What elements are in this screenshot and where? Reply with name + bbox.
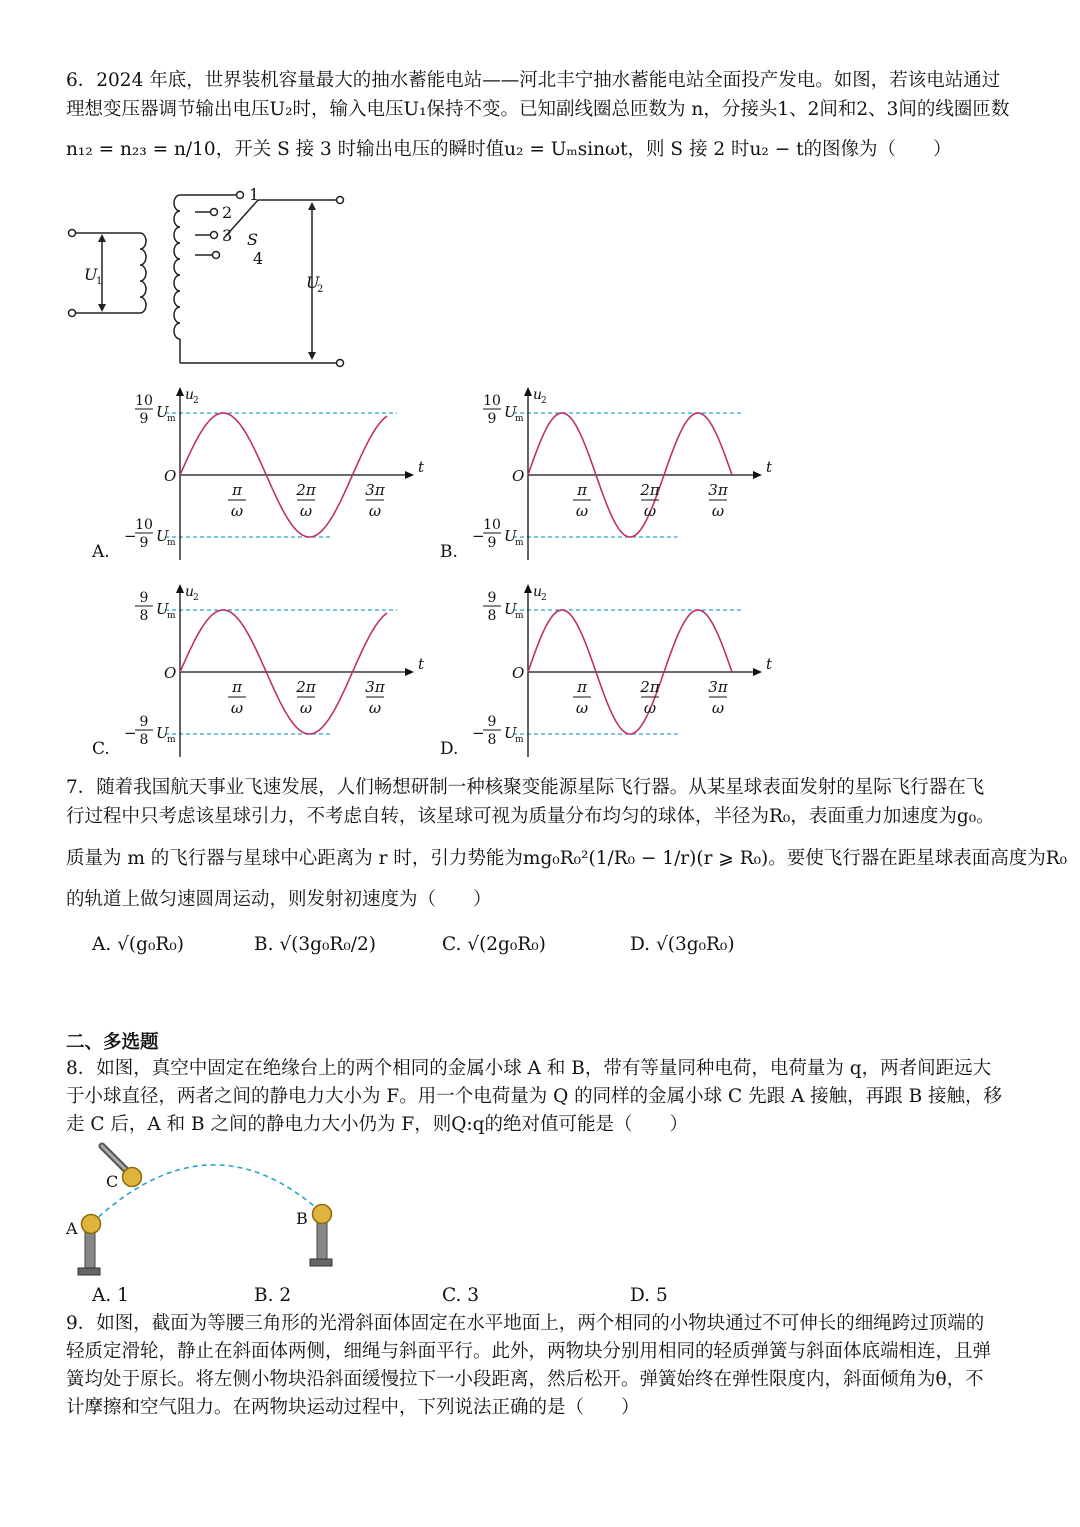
x-tick-numerator: 3π — [708, 481, 728, 499]
x-axis-arrow — [405, 471, 414, 479]
graph-a — [90, 385, 430, 570]
origin-label: O — [164, 467, 177, 485]
q6-line-2: 理想变压器调节输出电压U₂时，输入电压U₁保持不变。已知副线圈总匝数为 n，分接头1、2间和2、3间的线圈匝数 — [66, 99, 1010, 120]
x-tick-denominator: ω — [368, 502, 382, 520]
graph-c — [90, 582, 430, 767]
amp-numerator: 9 — [139, 590, 149, 606]
amp-numerator: 9 — [487, 590, 497, 606]
amp-neg-um-subscript: m — [515, 735, 524, 745]
x-tick-numerator: π — [232, 678, 242, 696]
amp-neg-numerator: 9 — [487, 714, 497, 730]
amp-um-subscript: m — [515, 414, 524, 424]
amp-neg-um: U — [504, 724, 517, 742]
origin-label: O — [164, 664, 177, 682]
amp-um-subscript: m — [167, 611, 176, 621]
x-tick-numerator: π — [577, 678, 587, 696]
x-tick-denominator: ω — [299, 502, 313, 520]
x-tick-denominator: ω — [711, 699, 725, 717]
x-tick-numerator: 2π — [296, 678, 316, 696]
y-axis-arrow — [524, 584, 532, 593]
x-tick-denominator: ω — [230, 502, 244, 520]
q9-line-2: 轻质定滑轮，静止在斜面体两侧，细绳与斜面平行。此外，两物块分别用相同的轻质弹簧与斜面体底端相连，且弹 — [66, 1341, 992, 1362]
amp-um: U — [504, 600, 517, 618]
q9-line-1: 9．如图，截面为等腰三角形的光滑斜面体固定在水平地面上，两个相同的小物块通过不可伸长的细绳跨过顶端的 — [66, 1313, 985, 1334]
q8-option-b[interactable]: B. 2 — [254, 1285, 292, 1306]
amp-denominator: 9 — [139, 411, 149, 427]
x-axis-arrow — [753, 668, 762, 676]
u2-subscript: 2 — [317, 284, 324, 295]
sphere-b-label: B — [296, 1209, 308, 1228]
neg-sign: − — [124, 527, 137, 545]
y-axis-label: u — [533, 584, 543, 600]
tap-2-label: 2 — [222, 203, 233, 222]
x-tick-numerator: 3π — [365, 678, 385, 696]
x-tick-numerator: π — [577, 481, 587, 499]
graph-b — [438, 385, 778, 570]
x-tick-numerator: π — [232, 481, 242, 499]
amp-um-subscript: m — [515, 611, 524, 621]
tap-3-label: 3 — [222, 226, 233, 245]
x-tick-denominator: ω — [643, 699, 657, 717]
sphere-b — [313, 1205, 332, 1224]
x-tick-numerator: 2π — [640, 678, 660, 696]
x-tick-denominator: ω — [230, 699, 244, 717]
x-axis-label: t — [418, 458, 425, 476]
q9-line-3: 簧均处于原长。将左侧小物块沿斜面缓慢拉下一小段距离，然后松开。弹簧始终在弹性限度内，斜面倾角为θ，不 — [66, 1369, 984, 1390]
neg-sign: − — [472, 527, 485, 545]
x-tick-denominator: ω — [299, 699, 313, 717]
sphere-c-label: C — [106, 1172, 119, 1191]
amp-neg-um-subscript: m — [167, 538, 176, 548]
x-tick-denominator: ω — [711, 502, 725, 520]
amp-denominator: 8 — [487, 608, 497, 624]
graph-option-letter: D. — [440, 739, 459, 759]
amp-neg-denominator: 8 — [139, 732, 149, 748]
q8-line-2: 于小球直径，两者之间的静电力大小为 F。用一个电荷量为 Q 的同样的金属小球 C 先跟 A 接触，再跟 B 接触，移 — [66, 1086, 1003, 1107]
amp-um-subscript: m — [167, 414, 176, 424]
amp-denominator: 9 — [487, 411, 497, 427]
y-axis-label: u — [185, 387, 195, 403]
origin-label: O — [512, 467, 525, 485]
amp-numerator: 10 — [135, 393, 153, 409]
u1-subscript: 1 — [96, 276, 103, 287]
x-axis-label: t — [766, 655, 773, 673]
graph-d — [438, 582, 778, 767]
x-axis-arrow — [753, 471, 762, 479]
x-tick-numerator: 2π — [296, 481, 316, 499]
q9-line-4: 计摩擦和空气阻力。在两物块运动过程中，下列说法正确的是（ ） — [66, 1397, 640, 1418]
y-axis-label-subscript: 2 — [541, 396, 547, 406]
graph-option-letter: B. — [440, 542, 458, 562]
q8-line-1: 8．如图，真空中固定在绝缘台上的两个相同的金属小球 A 和 B，带有等量同种电荷，电荷量为 q，两者间距远大 — [66, 1058, 992, 1079]
y-axis-label-subscript: 2 — [193, 593, 199, 603]
y-axis-arrow — [176, 387, 184, 396]
amp-neg-um-subscript: m — [515, 538, 524, 548]
amp-neg-denominator: 9 — [487, 535, 497, 551]
charged-spheres-diagram — [60, 1140, 360, 1285]
y-axis-arrow — [176, 584, 184, 593]
x-axis-label: t — [418, 655, 425, 673]
q7-line-2: 行过程中只考虑该星球引力，不考虑自转，该星球可视为质量分布均匀的球体，半径为R₀，表面重力加速度为g₀。 — [66, 806, 995, 827]
u2-label: U — [306, 273, 320, 292]
q8-option-c[interactable]: C. 3 — [442, 1285, 480, 1306]
amp-neg-denominator: 9 — [139, 535, 149, 551]
q7-option-b[interactable]: B. √(3g₀R₀/2) — [254, 934, 376, 955]
amp-numerator: 10 — [483, 393, 501, 409]
q7-line-4: 的轨道上做匀速圆周运动，则发射初速度为（ ） — [66, 889, 492, 910]
q7-option-c[interactable]: C. √(2g₀R₀) — [442, 934, 546, 955]
q7-line-3: 质量为 m 的飞行器与星球中心距离为 r 时，引力势能为mg₀R₀²(1/R₀ − 1/r)(r ⩾ R₀)。要使飞行器在距星球表面高度为R₀ — [66, 848, 1068, 869]
x-axis-arrow — [405, 668, 414, 676]
u1-label: U — [84, 265, 98, 284]
x-tick-denominator: ω — [575, 502, 589, 520]
q8-option-d[interactable]: D. 5 — [630, 1285, 668, 1306]
switch-label: S — [247, 230, 258, 249]
x-tick-denominator: ω — [575, 699, 589, 717]
q8-option-a[interactable]: A. 1 — [92, 1285, 129, 1306]
amp-um: U — [156, 600, 169, 618]
q6-line-3: n₁₂ = n₂₃ = n/10，开关 S 接 3 时输出电压的瞬时值u₂ = Uₘsinωt，则 S 接 2 时u₂ − t的图像为（ ） — [66, 139, 952, 160]
section-heading-multi-choice: 二、多选题 — [66, 1032, 159, 1053]
amp-neg-um: U — [504, 527, 517, 545]
graph-option-letter: A. — [92, 542, 110, 562]
y-axis-label-subscript: 2 — [193, 396, 199, 406]
q7-option-a[interactable]: A. √(g₀R₀) — [92, 934, 184, 955]
q7-option-d[interactable]: D. √(3g₀R₀) — [630, 934, 735, 955]
q7-line-1: 7．随着我国航天事业飞速发展，人们畅想研制一种核聚变能源星际飞行器。从某星球表面发射的星际飞行器在飞 — [66, 777, 985, 798]
x-tick-denominator: ω — [368, 699, 382, 717]
y-axis-arrow — [524, 387, 532, 396]
x-tick-numerator: 3π — [365, 481, 385, 499]
amp-neg-um-subscript: m — [167, 735, 176, 745]
amp-um: U — [156, 403, 169, 421]
neg-sign: − — [124, 724, 137, 742]
x-tick-numerator: 3π — [708, 678, 728, 696]
sphere-a — [82, 1215, 101, 1234]
amp-neg-um: U — [156, 527, 169, 545]
graph-option-letter: C. — [92, 739, 110, 759]
x-tick-denominator: ω — [643, 502, 657, 520]
neg-sign: − — [472, 724, 485, 742]
amp-neg-um: U — [156, 724, 169, 742]
q8-line-3: 走 C 后，A 和 B 之间的静电力大小仍为 F，则Q:q的绝对值可能是（ ） — [66, 1114, 688, 1135]
amp-neg-denominator: 8 — [487, 732, 497, 748]
amp-neg-numerator: 9 — [139, 714, 149, 730]
q6-line-1: 6．2024 年底，世界装机容量最大的抽水蓄能电站——河北丰宁抽水蓄能电站全面投产发电。如图，若该电站通过 — [66, 70, 1001, 91]
transformer-circuit — [60, 180, 360, 375]
origin-label: O — [512, 664, 525, 682]
y-axis-label: u — [185, 584, 195, 600]
x-tick-numerator: 2π — [640, 481, 660, 499]
amp-denominator: 8 — [139, 608, 149, 624]
amp-neg-numerator: 10 — [135, 517, 153, 533]
sphere-a-label: A — [66, 1219, 78, 1238]
y-axis-label-subscript: 2 — [541, 593, 547, 603]
sphere-c — [123, 1168, 142, 1187]
y-axis-label: u — [533, 387, 543, 403]
tap-4-label: 4 — [253, 249, 264, 268]
x-axis-label: t — [766, 458, 773, 476]
tap-1-label: 1 — [249, 185, 260, 204]
amp-um: U — [504, 403, 517, 421]
amp-neg-numerator: 10 — [483, 517, 501, 533]
